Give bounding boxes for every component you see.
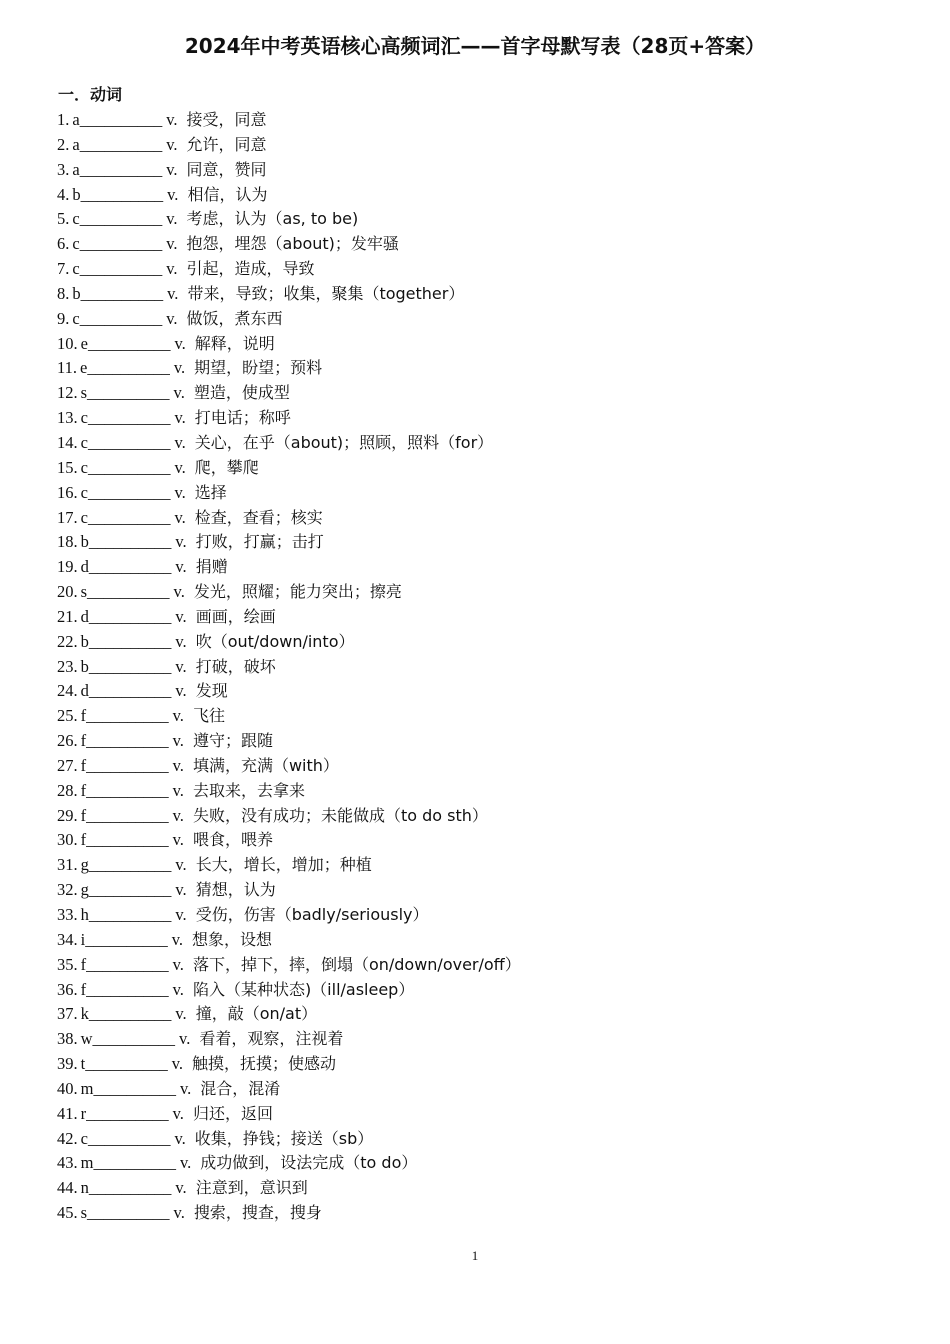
first-letter: s [80,582,88,602]
list-item [57,1151,521,1176]
list-item [57,1027,521,1052]
answer-blank: __________ [86,731,169,751]
answer-blank: __________ [79,234,163,254]
chinese-meaning: 画画，绘画 [195,606,276,626]
list-item [57,729,521,754]
item-number: 22. [57,631,78,651]
answer-blank: __________ [88,606,172,626]
list-item [57,183,521,208]
chinese-meaning: 飞往 [192,706,225,726]
page-title: 2024年中考英语核心高频词汇——首字母默写表（28页+答案） [184,34,766,58]
part-of-speech: v. [174,408,186,428]
chinese-meaning: 打败，打赢；击打 [195,532,324,552]
first-letter: b [80,631,89,651]
answer-blank: __________ [86,805,169,825]
list-item [57,1002,521,1027]
part-of-speech: v. [166,234,178,254]
answer-blank: __________ [92,1029,176,1049]
part-of-speech: v. [167,283,179,303]
item-number: 35. [57,954,78,974]
part-of-speech: v. [174,457,186,477]
item-number: 19. [57,557,78,577]
list-item [57,1201,521,1226]
chinese-meaning: 选择 [194,482,227,502]
first-letter: b [80,656,89,676]
part-of-speech: v. [171,929,184,949]
chinese-meaning: 陷入（某种状态)（ill/asleep） [192,979,415,999]
part-of-speech: v. [175,880,187,900]
chinese-meaning: 捐赠 [195,557,228,577]
chinese-meaning: 爬，攀爬 [194,457,259,477]
first-letter: b [72,283,81,303]
item-number: 17. [57,507,78,527]
answer-blank: __________ [79,159,163,179]
answer-blank: __________ [88,855,172,875]
item-number: 43. [57,1153,78,1173]
part-of-speech: v. [166,259,178,279]
list-item [57,356,521,381]
list-item [57,530,521,555]
chinese-meaning: 失败，没有成功；未能做成（to do sth） [192,805,488,825]
answer-blank: __________ [79,110,163,129]
item-number: 27. [57,755,78,775]
chinese-meaning: 看着，观察，注视着 [199,1029,344,1049]
answer-blank: __________ [93,1078,176,1098]
list-item [57,1127,521,1152]
answer-blank: __________ [88,880,172,900]
item-number: 23. [57,656,78,676]
first-letter: c [72,209,80,229]
list-item [57,481,521,506]
item-number: 28. [57,780,78,800]
list-item [57,282,521,307]
first-letter: c [80,482,88,502]
part-of-speech: v. [166,134,178,154]
item-number: 12. [57,383,78,403]
answer-blank: __________ [87,457,171,477]
item-number: 34. [57,929,78,949]
part-of-speech: v. [166,308,178,328]
first-letter: c [80,457,88,477]
first-letter: b [72,184,81,204]
answer-blank: __________ [79,209,163,229]
first-letter: f [80,954,87,974]
item-number: 2. [57,134,70,154]
answer-blank: __________ [87,432,171,452]
list-item [57,928,521,953]
item-number: 9. [57,308,70,328]
first-letter: c [72,259,80,279]
part-of-speech: v. [167,184,179,204]
part-of-speech: v. [175,656,187,676]
first-letter: m [80,1153,94,1173]
chinese-meaning: 猜想，认为 [195,880,276,900]
list-item [57,1102,521,1127]
chinese-meaning: 归还，返回 [192,1103,273,1123]
chinese-meaning: 发光，照耀；能力突出；擦亮 [193,582,402,602]
chinese-meaning: 吹（out/down/into） [195,631,355,651]
list-item [57,630,521,655]
list-item [57,953,521,978]
part-of-speech: v. [175,681,187,701]
part-of-speech: v. [174,507,186,527]
chinese-meaning: 相信，认为 [187,184,268,204]
first-letter: m [80,1078,94,1098]
list-item [57,406,521,431]
first-letter: g [80,880,89,900]
item-number: 10. [57,333,78,353]
first-letter: e [80,333,88,353]
answer-blank: __________ [80,283,164,303]
chinese-meaning: 去取来，去拿来 [192,780,305,800]
page-number: 1 [471,1248,479,1263]
answer-blank: __________ [88,656,172,676]
answer-blank: __________ [87,333,171,353]
chinese-meaning: 受伤，伤害（badly/seriously） [195,905,429,924]
item-number: 38. [57,1029,78,1049]
part-of-speech: v. [174,482,186,502]
list-item [57,580,521,605]
list-item [57,257,521,282]
first-letter: a [72,110,80,129]
part-of-speech: v. [166,209,178,229]
answer-blank: __________ [87,1203,170,1223]
chinese-meaning: 混合，混淆 [200,1078,281,1098]
list-item [57,655,521,680]
part-of-speech: v. [172,979,184,999]
list-item [57,108,521,133]
first-letter: f [80,979,87,999]
part-of-speech: v. [171,1054,184,1074]
word-list [57,108,521,1226]
answer-blank: __________ [86,780,169,800]
chinese-meaning: 触摸，抚摸；使感动 [192,1054,337,1074]
first-letter: h [80,905,89,924]
item-number: 33. [57,905,78,924]
answer-blank: __________ [87,408,171,428]
answer-blank: __________ [87,507,171,527]
first-letter: s [80,1203,88,1223]
answer-blank: __________ [88,557,172,577]
part-of-speech: v. [174,333,186,353]
item-number: 45. [57,1203,78,1223]
chinese-meaning: 打破，破坏 [195,656,276,676]
part-of-speech: v. [174,1128,186,1148]
part-of-speech: v. [179,1078,192,1098]
part-of-speech: v. [175,1004,187,1024]
answer-blank: __________ [86,830,169,850]
list-item [57,307,521,332]
item-number: 13. [57,408,78,428]
part-of-speech: v. [179,1153,192,1173]
list-item [57,903,521,928]
first-letter: s [80,383,88,403]
first-letter: w [80,1029,93,1049]
item-number: 36. [57,979,78,999]
list-item [57,555,521,580]
answer-blank: __________ [86,706,169,726]
chinese-meaning: 注意到，意识到 [195,1178,308,1198]
item-number: 30. [57,830,78,850]
first-letter: r [80,1103,87,1123]
item-number: 26. [57,731,78,751]
part-of-speech: v. [166,110,178,129]
chinese-meaning: 填满，充满（with） [192,755,339,775]
chinese-meaning: 同意，赞同 [186,159,267,179]
item-number: 4. [57,184,70,204]
list-item [57,804,521,829]
answer-blank: __________ [88,1178,172,1198]
part-of-speech: v. [175,855,187,875]
part-of-speech: v. [172,830,184,850]
chinese-meaning: 塑造，使成型 [193,383,290,403]
item-number: 7. [57,259,70,279]
list-item [57,679,521,704]
list-item [57,506,521,531]
answer-blank: __________ [88,532,172,552]
list-item [57,133,521,158]
first-letter: f [80,706,87,726]
first-letter: c [72,308,80,328]
chinese-meaning: 搜索，搜查，搜身 [193,1203,322,1223]
answer-blank: __________ [86,755,169,775]
item-number: 39. [57,1054,78,1074]
part-of-speech: v. [172,805,184,825]
answer-blank: __________ [79,308,163,328]
item-number: 20. [57,582,78,602]
answer-blank: __________ [79,259,163,279]
part-of-speech: v. [175,557,187,577]
part-of-speech: v. [179,1029,191,1049]
list-item [57,456,521,481]
first-letter: c [80,408,88,428]
list-item [57,158,521,183]
part-of-speech: v. [173,582,185,602]
answer-blank: __________ [88,631,172,651]
part-of-speech: v. [172,731,184,751]
part-of-speech: v. [175,606,187,626]
list-item [57,878,521,903]
chinese-meaning: 考虑，认为（as, to be) [186,209,359,229]
first-letter: f [80,780,87,800]
chinese-meaning: 喂食，喂养 [192,830,273,850]
chinese-meaning: 关心，在乎（about)；照顾，照料（for） [194,432,494,452]
chinese-meaning: 想象，设想 [192,929,273,949]
item-number: 15. [57,457,78,477]
answer-blank: __________ [79,134,163,154]
chinese-meaning: 接受，同意 [186,110,267,129]
answer-blank: __________ [87,482,171,502]
chinese-meaning: 检查，查看；核实 [194,507,323,527]
first-letter: g [80,855,89,875]
answer-blank: __________ [86,954,169,974]
list-item [57,828,521,853]
item-number: 21. [57,606,78,626]
item-number: 25. [57,706,78,726]
chinese-meaning: 引起，造成，导致 [186,259,315,279]
item-number: 37. [57,1004,78,1024]
chinese-meaning: 发现 [195,681,228,701]
answer-blank: __________ [87,582,170,602]
chinese-meaning: 成功做到，设法完成（to do） [200,1153,418,1173]
item-number: 8. [57,283,70,303]
answer-blank: __________ [88,681,172,701]
item-number: 32. [57,880,78,900]
chinese-meaning: 长大，增长，增加；种植 [195,855,372,875]
answer-blank: __________ [86,979,169,999]
first-letter: i [80,929,86,949]
answer-blank: __________ [87,1128,171,1148]
answer-blank: __________ [87,358,170,378]
item-number: 18. [57,532,78,552]
first-letter: c [80,507,88,527]
first-letter: f [80,805,87,825]
list-item [57,1176,521,1201]
answer-blank: __________ [86,1103,169,1123]
first-letter: b [80,532,89,552]
answer-blank: __________ [85,1054,168,1074]
item-number: 16. [57,482,78,502]
item-number: 31. [57,855,78,875]
list-item [57,1077,521,1102]
list-item [57,431,521,456]
item-number: 40. [57,1078,78,1098]
first-letter: c [72,234,80,254]
part-of-speech: v. [175,532,187,552]
list-item [57,754,521,779]
answer-blank: __________ [88,1004,172,1024]
chinese-meaning: 允许，同意 [186,134,267,154]
first-letter: f [80,755,87,775]
section-heading: 一．动词 [58,85,123,104]
item-number: 1. [57,110,70,129]
part-of-speech: v. [166,159,178,179]
item-number: 29. [57,805,78,825]
list-item [57,381,521,406]
chinese-meaning: 带来，导致；收集，聚集（together） [187,283,465,303]
part-of-speech: v. [173,383,185,403]
item-number: 11. [57,358,78,378]
part-of-speech: v. [175,631,187,651]
item-number: 5. [57,209,70,229]
item-number: 41. [57,1103,78,1123]
chinese-meaning: 解释，说明 [194,333,275,353]
chinese-meaning: 期望，盼望；预料 [194,358,323,378]
first-letter: a [72,159,80,179]
part-of-speech: v. [174,432,186,452]
list-item [57,332,521,357]
answer-blank: __________ [93,1153,176,1173]
part-of-speech: v. [172,706,184,726]
item-number: 44. [57,1178,78,1198]
part-of-speech: v. [172,954,184,974]
chinese-meaning: 收集，挣钱；接送（sb） [194,1128,374,1148]
item-number: 24. [57,681,78,701]
first-letter: c [80,432,88,452]
part-of-speech: v. [172,780,184,800]
list-item [57,1052,521,1077]
list-item [57,779,521,804]
list-item [57,978,521,1003]
first-letter: d [80,606,89,626]
chinese-meaning: 抱怨，埋怨（about)；发牢骚 [186,234,399,254]
chinese-meaning: 做饭，煮东西 [186,308,283,328]
first-letter: k [80,1004,89,1024]
first-letter: t [80,1054,86,1074]
chinese-meaning: 撞，敲（on/at） [195,1004,318,1024]
chinese-meaning: 落下，掉下，摔，倒塌（on/down/over/off） [192,954,521,974]
item-number: 3. [57,159,70,179]
part-of-speech: v. [173,358,186,378]
chinese-meaning: 遵守；跟随 [192,731,273,751]
first-letter: c [80,1128,88,1148]
part-of-speech: v. [175,1178,187,1198]
first-letter: d [80,557,89,577]
first-letter: d [80,681,89,701]
first-letter: f [80,731,87,751]
item-number: 42. [57,1128,78,1148]
answer-blank: __________ [80,184,164,204]
answer-blank: __________ [87,383,170,403]
part-of-speech: v. [173,1203,185,1223]
list-item [57,704,521,729]
first-letter: n [80,1178,89,1198]
list-item [57,207,521,232]
first-letter: e [80,358,88,378]
list-item [57,232,521,257]
answer-blank: __________ [85,929,168,949]
item-number: 14. [57,432,78,452]
part-of-speech: v. [172,755,184,775]
part-of-speech: v. [175,905,187,924]
first-letter: a [72,134,80,154]
list-item [57,605,521,630]
list-item [57,853,521,878]
item-number: 6. [57,234,70,254]
part-of-speech: v. [172,1103,184,1123]
answer-blank: __________ [88,905,172,924]
first-letter: f [80,830,87,850]
chinese-meaning: 打电话；称呼 [194,408,291,428]
